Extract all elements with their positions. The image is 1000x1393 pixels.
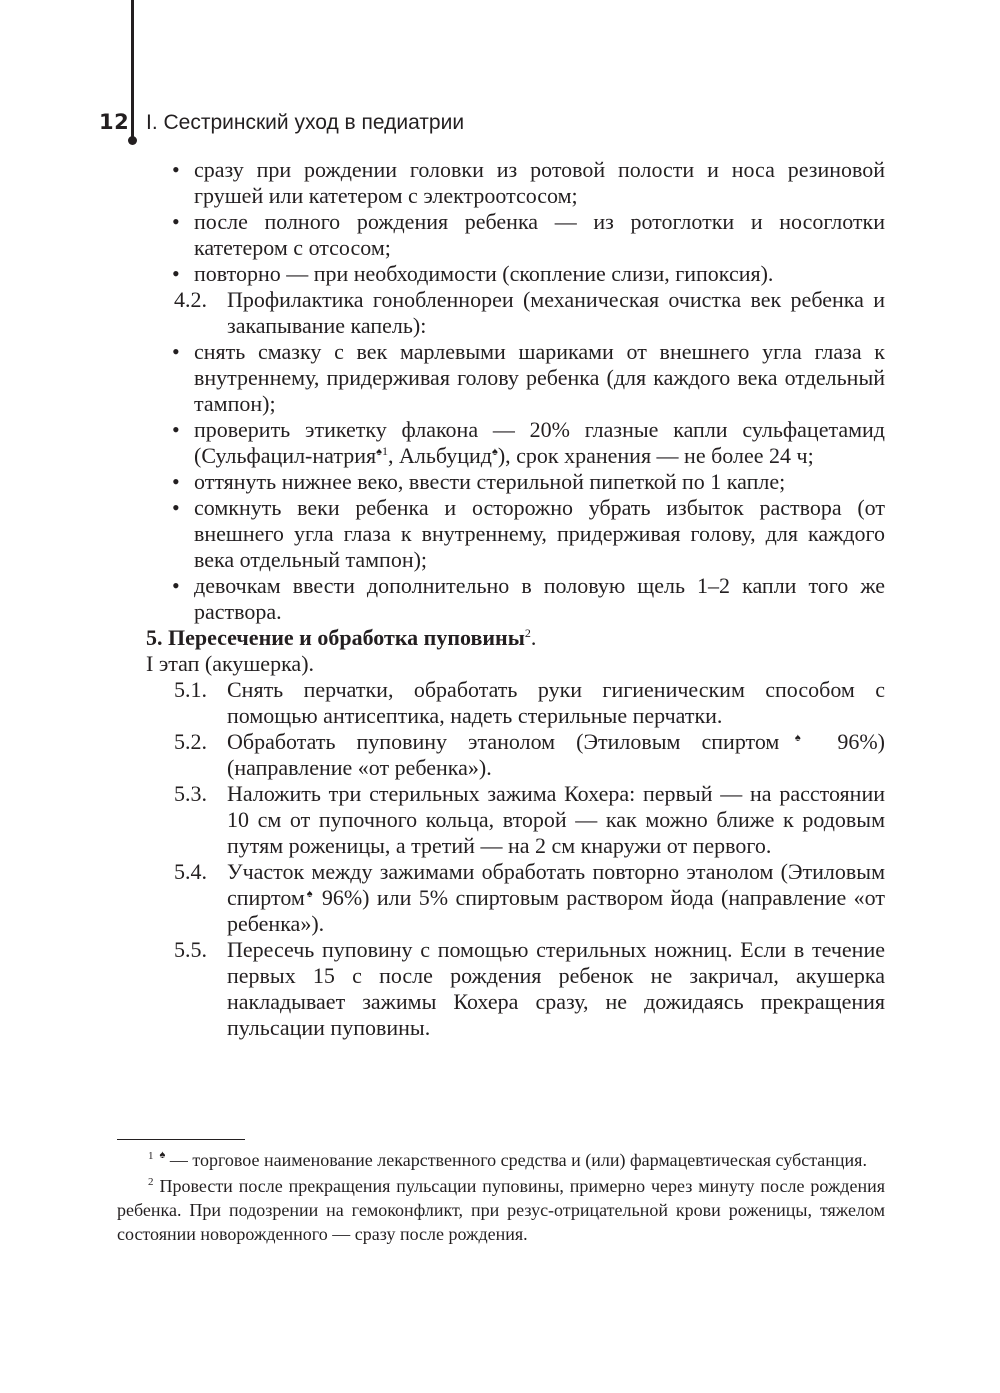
footnote-mark: 1 [148, 1150, 154, 1162]
header-rule-dot [128, 136, 137, 145]
footnote-rule [117, 1139, 245, 1140]
trademark-icon: ♠ [304, 888, 315, 900]
stage-label: I этап (акушерка). [146, 651, 315, 676]
bullet-icon: • [172, 469, 180, 494]
list-item-text: сразу при рождении головки из ротовой полости и носа резиновой грушей или катетером с электроотсосом; [194, 157, 885, 208]
bullet-icon: • [172, 417, 180, 442]
step-number: 5.1. [174, 677, 207, 702]
step-5-4 [146, 859, 885, 937]
step-text: Снять перчатки, обработать руки гигиеническим способом с помощью антисептика, надеть стерильные перчатки. [227, 677, 885, 728]
footnote-2 [117, 1174, 885, 1246]
footnote-mark: 2 [148, 1176, 154, 1188]
footnote-ref-2: 2 [524, 626, 531, 640]
footnote-ref-1: 1 [381, 444, 388, 458]
trademark-icon: ♠ [491, 446, 498, 458]
step-text: Участок между зажимами обработать повторно этанолом (Этиловым спиртом [227, 859, 885, 910]
list-item [146, 209, 885, 261]
list-item [146, 573, 885, 625]
footnote-text: Провести после прекращения пульсации пуповины, примерно через минуту после рождения ребенка. При подозрении на гемоконфликт, при резус-отрицательной крови роженицы, тяжелом состоянии новорожденного — сразу после рождения. [117, 1176, 885, 1244]
bullet-icon: • [172, 339, 180, 364]
bullet-icon: • [172, 209, 180, 234]
step-text: Обработать пуповину этанолом (Этиловым спиртом [227, 729, 780, 754]
step-number: 5.3. [174, 781, 207, 806]
list-item [146, 469, 885, 495]
step-4-2 [146, 287, 885, 339]
step-number: 5.5. [174, 937, 207, 962]
section-title: 5. Пересечение и обработка пуповины [146, 625, 525, 650]
list-item-text: сомкнуть веки ребенка и осторожно убрать избыток раствора (от внешнего угла глаза к внутреннему, придерживая голову, для каждого века отдельный тампон); [194, 495, 885, 572]
bullet-icon: • [172, 573, 180, 598]
bullet-icon: • [172, 495, 180, 520]
trademark-icon: ♠ [779, 732, 817, 744]
label-text-3: ), срок хранения — не более 24 ч; [497, 443, 814, 468]
label-text-1: проверить этикетку флакона — 20% глазные капли сульфацетамид (Сульфацил-натрия [194, 417, 885, 468]
list-item-text: повторно — при необходимости (скопление слизи, гипоксия). [194, 261, 774, 286]
list-item-text: девочкам ввести дополнительно в половую щель 1–2 капли того же раствора. [194, 573, 885, 624]
list-item-text: после полного рождения ребенка — из ротоглотки и носоглотки катетером с отсосом; [194, 209, 885, 260]
step-text: 96%) (направление «от ребенка»). [227, 729, 885, 780]
list-item-text: оттянуть нижнее веко, ввести стерильной пипеткой по 1 капле; [194, 469, 786, 494]
page-number: 12 [99, 110, 130, 134]
list-item-text: снять смазку с век марлевыми шариками от внешнего угла глаза к внутреннему, придерживая голову ребенка (для каждого века отдельный тампон); [194, 339, 885, 416]
list-item [146, 157, 885, 209]
step-number: 4.2. [174, 287, 207, 312]
step-number: 5.2. [174, 729, 207, 754]
step-5-5 [146, 937, 885, 1041]
main-text [146, 157, 885, 1041]
trademark-icon: ♠ [159, 1149, 166, 1161]
step-text: 96%) или 5% спиртовым раствором йода (направление «от ребенка»). [227, 885, 886, 936]
step-text: Наложить три стерильных зажима Кохера: первый — на расстоянии 10 см от пупочного кольца, второй — как можно ближе к родовым путям роженицы, а третий — на 2 см кнаружи от первого. [227, 781, 885, 858]
bullet-icon: • [172, 157, 180, 182]
list-item [146, 495, 885, 573]
step-5-1 [146, 677, 885, 729]
trademark-icon: ♠ [376, 446, 382, 458]
label-text-2: , Альбуцид [387, 443, 492, 468]
bullet-icon: • [172, 261, 180, 286]
step-number: 5.4. [174, 859, 207, 884]
list-item [146, 261, 885, 287]
header-vertical-rule [131, 0, 134, 140]
running-head: I. Сестринский уход в педиатрии [146, 111, 465, 134]
footnote-1 [117, 1148, 885, 1172]
step-5-2 [146, 729, 885, 781]
list-item-label-check [146, 417, 885, 469]
list-item [146, 339, 885, 417]
step-text: Пересечь пуповину с помощью стерильных ножниц. Если в течение первых 15 с после рождения ребенок не закричал, акушерка накладывает зажимы Кохера сразу, не дожидаясь прекращения пульсации пуповины. [227, 937, 885, 1040]
step-5-3 [146, 781, 885, 859]
footnote-text: — торговое наименование лекарственного средства и (или) фармацевтическая субстанция. [165, 1150, 867, 1170]
footnotes [117, 1148, 885, 1248]
section-5-heading [146, 625, 885, 651]
step-text: Профилактика гонобленнореи (механическая очистка век ребенка и закапывание капель): [227, 287, 885, 338]
section-title-tail: . [530, 625, 537, 650]
